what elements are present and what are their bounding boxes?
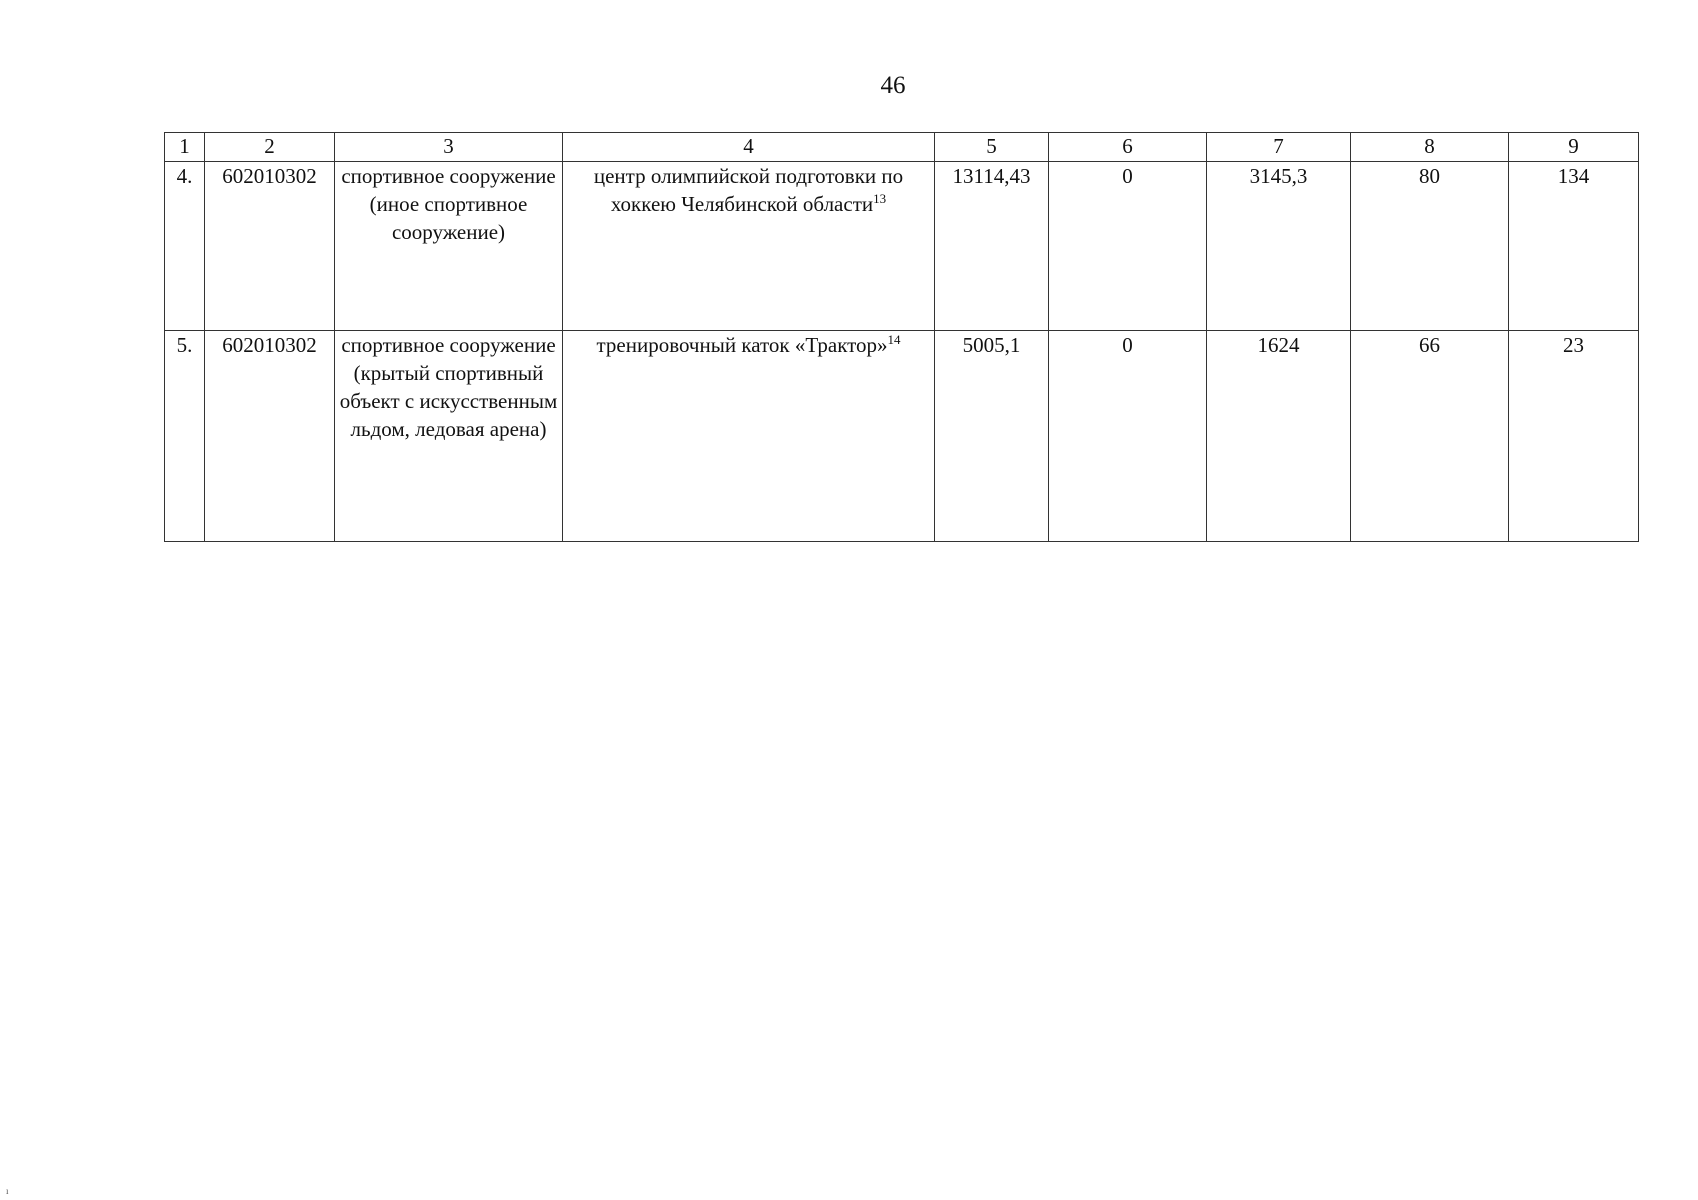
object-name-text: центр олимпийской подготовки по хоккею Челябинской области	[593, 164, 904, 216]
object-name	[563, 162, 935, 331]
row-number: 5.	[165, 331, 205, 542]
column-header: 1	[165, 133, 205, 162]
row-number: 4.	[165, 162, 205, 331]
value-col-8: 80	[1351, 162, 1509, 331]
object-code: 602010302	[205, 162, 335, 331]
value-col-6: 0	[1049, 162, 1207, 331]
column-header: 8	[1351, 133, 1509, 162]
object-name-text: тренировочный каток «Трактор»	[596, 333, 888, 357]
value-col-9: 23	[1509, 331, 1639, 542]
footnote-mark: 13	[873, 191, 887, 206]
column-header: 9	[1509, 133, 1639, 162]
column-header: 7	[1207, 133, 1351, 162]
column-header: 2	[205, 133, 335, 162]
value-col-5: 5005,1	[935, 331, 1049, 542]
table-row	[165, 331, 1639, 542]
object-name	[563, 331, 935, 542]
column-header: 3	[335, 133, 563, 162]
column-header: 6	[1049, 133, 1207, 162]
value-col-6: 0	[1049, 331, 1207, 542]
table-row	[165, 162, 1639, 331]
object-code: 602010302	[205, 331, 335, 542]
value-col-8: 66	[1351, 331, 1509, 542]
column-header: 5	[935, 133, 1049, 162]
object-type: спортивное сооружение (крытый спортивный объект с искусственным льдом, ледовая арена)	[335, 331, 563, 542]
property-table	[164, 132, 1639, 542]
value-col-5: 13114,43	[935, 162, 1049, 331]
object-type: спортивное сооружение (иное спортивное сооружение)	[335, 162, 563, 331]
value-col-7: 3145,3	[1207, 162, 1351, 331]
value-col-9: 134	[1509, 162, 1639, 331]
margin-mark: ı	[6, 1186, 9, 1196]
value-col-7: 1624	[1207, 331, 1351, 542]
column-header: 4	[563, 133, 935, 162]
table-header-row	[165, 133, 1639, 162]
footnote-mark: 14	[887, 332, 901, 347]
page-number: 46	[880, 72, 906, 99]
